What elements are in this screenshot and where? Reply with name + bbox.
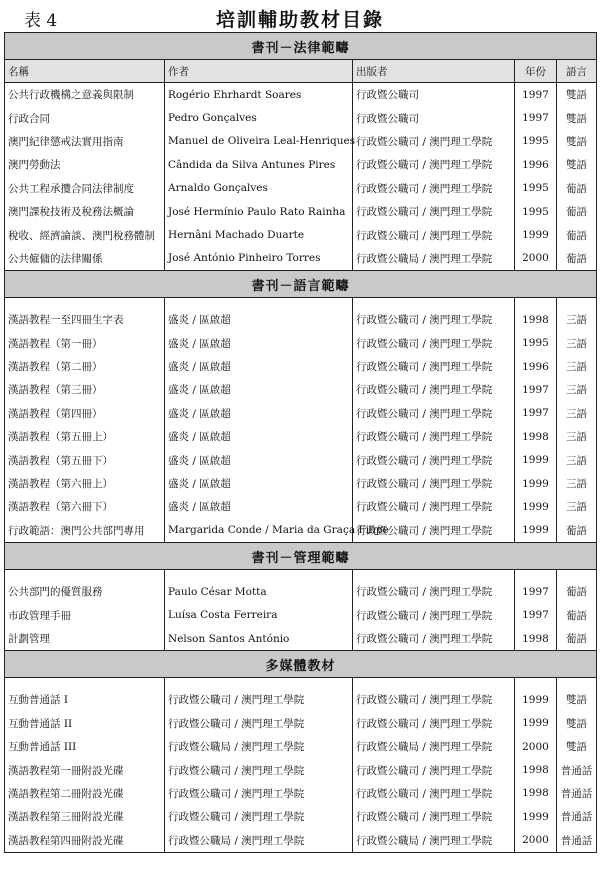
cell-name: 漢語教程（第六冊上） — [5, 472, 165, 495]
cell-publisher: 行政暨公職局 / 澳門理工學院 — [353, 829, 515, 853]
table-row — [5, 519, 597, 543]
spacer-cell — [5, 298, 165, 309]
cell-publisher: 行政暨公職局 / 澳門理工學院 — [353, 247, 515, 271]
spacer-cell — [5, 678, 165, 689]
cell-year: 1999 — [515, 688, 557, 711]
cell-publisher: 行政暨公職司 / 澳門理工學院 — [353, 402, 515, 425]
cell-author: Pedro Gonçalves — [165, 106, 353, 129]
cell-author: 盛炎 / 區啟超 — [165, 402, 353, 425]
cell-name: 澳門勞動法 — [5, 153, 165, 176]
cell-year: 1999 — [515, 805, 557, 828]
cell-year: 1996 — [515, 355, 557, 378]
cell-author: 盛炎 / 區啟超 — [165, 448, 353, 471]
spacer-cell — [515, 570, 557, 581]
cell-name: 漢語教程一至四冊生字表 — [5, 308, 165, 331]
column-header-language: 語言 — [557, 60, 597, 83]
cell-language: 雙語 — [557, 83, 597, 107]
cell-name: 公共部門的優質服務 — [5, 580, 165, 603]
cell-name: 公共僱傭的法律關係 — [5, 247, 165, 271]
table-row — [5, 758, 597, 781]
cell-publisher: 行政暨公職司 / 澳門理工學院 — [353, 758, 515, 781]
cell-author: 行政暨公職局 / 澳門理工學院 — [165, 735, 353, 758]
cell-publisher: 行政暨公職司 / 澳門理工學院 — [353, 355, 515, 378]
table-row — [5, 472, 597, 495]
cell-author: 盛炎 / 區啟超 — [165, 308, 353, 331]
cell-language: 葡語 — [557, 519, 597, 543]
cell-author: Hernâni Machado Duarte — [165, 223, 353, 246]
column-header-year: 年份 — [515, 60, 557, 83]
spacer-cell — [353, 570, 515, 581]
cell-publisher: 行政暨公職司 / 澳門理工學院 — [353, 308, 515, 331]
cell-year: 1998 — [515, 627, 557, 651]
cell-name: 互動普通話 II — [5, 712, 165, 735]
cell-language: 葡語 — [557, 603, 597, 626]
cell-publisher: 行政暨公職司 / 澳門理工學院 — [353, 448, 515, 471]
cell-language: 三語 — [557, 495, 597, 518]
table-row — [5, 247, 597, 271]
table-row — [5, 425, 597, 448]
cell-author: 行政暨公職司 / 澳門理工學院 — [165, 782, 353, 805]
cell-publisher: 行政暨公職司 / 澳門理工學院 — [353, 425, 515, 448]
column-header-publisher: 出版者 — [353, 60, 515, 83]
cell-language: 葡語 — [557, 223, 597, 246]
cell-year: 1997 — [515, 580, 557, 603]
table-row — [5, 603, 597, 626]
cell-publisher: 行政暨公職司 / 澳門理工學院 — [353, 603, 515, 626]
cell-publisher: 行政暨公職司 / 澳門理工學院 — [353, 580, 515, 603]
cell-language: 三語 — [557, 472, 597, 495]
spacer-cell — [353, 678, 515, 689]
cell-language: 三語 — [557, 308, 597, 331]
cell-year: 2000 — [515, 735, 557, 758]
cell-publisher: 行政暨公職司 / 澳門理工學院 — [353, 495, 515, 518]
spacer-cell — [515, 298, 557, 309]
page-header — [0, 0, 600, 34]
cell-author: Cândida da Silva Antunes Pires — [165, 153, 353, 176]
cell-language: 雙語 — [557, 735, 597, 758]
cell-name: 計劃管理 — [5, 627, 165, 651]
cell-author: 盛炎 / 區啟超 — [165, 495, 353, 518]
table-row — [5, 130, 597, 153]
spacer-cell — [557, 678, 597, 689]
cell-author: 盛炎 / 區啟超 — [165, 378, 353, 401]
cell-language: 葡語 — [557, 200, 597, 223]
section-spacer — [5, 298, 597, 309]
section-header — [5, 651, 597, 678]
spacer-cell — [557, 298, 597, 309]
cell-author: José António Pinheiro Torres — [165, 247, 353, 271]
table-row — [5, 402, 597, 425]
cell-publisher: 行政暨公職司 / 澳門理工學院 — [353, 519, 515, 543]
column-header-name: 名稱 — [5, 60, 165, 83]
cell-publisher: 行政暨公職司 / 澳門理工學院 — [353, 223, 515, 246]
table-row — [5, 223, 597, 246]
cell-publisher: 行政暨公職局 / 澳門理工學院 — [353, 735, 515, 758]
table-row — [5, 308, 597, 331]
cell-language: 三語 — [557, 448, 597, 471]
table-row — [5, 200, 597, 223]
cell-name: 漢語教程第二冊附設光碟 — [5, 782, 165, 805]
cell-author: Margarida Conde / Maria da Graça Filipe — [165, 519, 353, 543]
page-title: 培訓輔助教材目錄 — [215, 9, 384, 31]
cell-language: 普通話 — [557, 782, 597, 805]
table-row — [5, 378, 597, 401]
cell-year: 1997 — [515, 603, 557, 626]
cell-name: 澳門課稅技術及稅務法概論 — [5, 200, 165, 223]
cell-language: 三語 — [557, 425, 597, 448]
cell-author: 盛炎 / 區啟超 — [165, 425, 353, 448]
table-row — [5, 735, 597, 758]
cell-language: 三語 — [557, 378, 597, 401]
column-header-row — [5, 60, 597, 83]
table-row — [5, 688, 597, 711]
cell-year: 1999 — [515, 495, 557, 518]
cell-language: 雙語 — [557, 153, 597, 176]
cell-author: Paulo César Motta — [165, 580, 353, 603]
cell-name: 漢語教程（第一冊） — [5, 332, 165, 355]
section-spacer — [5, 570, 597, 581]
cell-language: 葡語 — [557, 177, 597, 200]
cell-year: 1999 — [515, 472, 557, 495]
cell-publisher: 行政暨公職司 / 澳門理工學院 — [353, 782, 515, 805]
spacer-cell — [515, 678, 557, 689]
cell-year: 1997 — [515, 378, 557, 401]
cell-language: 雙語 — [557, 712, 597, 735]
cell-year: 1999 — [515, 223, 557, 246]
cell-year: 1995 — [515, 130, 557, 153]
column-header-author: 作者 — [165, 60, 353, 83]
table-row — [5, 712, 597, 735]
catalog-table — [4, 32, 597, 853]
cell-language: 普通話 — [557, 829, 597, 853]
section-header — [5, 271, 597, 298]
cell-year: 1997 — [515, 402, 557, 425]
cell-year: 1997 — [515, 106, 557, 129]
cell-name: 市政管理手冊 — [5, 603, 165, 626]
cell-publisher: 行政暨公職司 / 澳門理工學院 — [353, 130, 515, 153]
table-row — [5, 83, 597, 107]
cell-year: 1999 — [515, 712, 557, 735]
table-row — [5, 448, 597, 471]
cell-author: 行政暨公職司 / 澳門理工學院 — [165, 805, 353, 828]
cell-year: 2000 — [515, 247, 557, 271]
cell-language: 葡語 — [557, 580, 597, 603]
cell-name: 公共行政機構之意義與限制 — [5, 83, 165, 107]
cell-year: 1998 — [515, 758, 557, 781]
cell-name: 漢語教程（第二冊） — [5, 355, 165, 378]
cell-language: 三語 — [557, 332, 597, 355]
table-row — [5, 495, 597, 518]
cell-language: 普通話 — [557, 758, 597, 781]
catalog-table-body — [5, 33, 597, 853]
spacer-cell — [557, 570, 597, 581]
cell-year: 1997 — [515, 83, 557, 107]
cell-language: 雙語 — [557, 106, 597, 129]
cell-author: 行政暨公職司 / 澳門理工學院 — [165, 688, 353, 711]
cell-name: 漢語教程（第六冊下） — [5, 495, 165, 518]
spacer-cell — [5, 570, 165, 581]
cell-language: 葡語 — [557, 627, 597, 651]
cell-author: 盛炎 / 區啟超 — [165, 472, 353, 495]
cell-year: 2000 — [515, 829, 557, 853]
cell-year: 1999 — [515, 519, 557, 543]
cell-name: 漢語教程第一冊附設光碟 — [5, 758, 165, 781]
cell-language: 普通話 — [557, 805, 597, 828]
cell-name: 行政範語：澳門公共部門專用 — [5, 519, 165, 543]
cell-publisher: 行政暨公職司 / 澳門理工學院 — [353, 805, 515, 828]
cell-year: 1998 — [515, 308, 557, 331]
cell-publisher: 行政暨公職司 / 澳門理工學院 — [353, 177, 515, 200]
table-row — [5, 106, 597, 129]
table-label: 表 4 — [24, 11, 58, 31]
cell-author: Nelson Santos António — [165, 627, 353, 651]
cell-author: 行政暨公職司 / 澳門理工學院 — [165, 712, 353, 735]
cell-year: 1996 — [515, 153, 557, 176]
spacer-cell — [165, 570, 353, 581]
table-row — [5, 177, 597, 200]
cell-name: 漢語教程（第五冊下） — [5, 448, 165, 471]
section-header — [5, 33, 597, 60]
cell-name: 互動普通話 III — [5, 735, 165, 758]
cell-language: 雙語 — [557, 130, 597, 153]
cell-publisher: 行政暨公職司 — [353, 106, 515, 129]
table-row — [5, 782, 597, 805]
cell-year: 1998 — [515, 425, 557, 448]
cell-name: 漢語教程（第三冊） — [5, 378, 165, 401]
cell-name: 漢語教程（第四冊） — [5, 402, 165, 425]
section-title: 書刊－法律範疇 — [5, 33, 597, 60]
cell-name: 澳門紀律懲戒法實用指南 — [5, 130, 165, 153]
cell-publisher: 行政暨公職司 / 澳門理工學院 — [353, 200, 515, 223]
section-title: 書刊－語言範疇 — [5, 271, 597, 298]
cell-name: 漢語教程（第五冊上） — [5, 425, 165, 448]
section-title: 書刊－管理範疇 — [5, 543, 597, 570]
cell-author: 盛炎 / 區啟超 — [165, 332, 353, 355]
cell-author: Arnaldo Gonçalves — [165, 177, 353, 200]
cell-author: José Hermínio Paulo Rato Rainha — [165, 200, 353, 223]
section-title: 多媒體教材 — [5, 651, 597, 678]
cell-name: 漢語教程第四冊附設光碟 — [5, 829, 165, 853]
cell-publisher: 行政暨公職司 / 澳門理工學院 — [353, 688, 515, 711]
cell-year: 1999 — [515, 448, 557, 471]
cell-name: 行政合同 — [5, 106, 165, 129]
section-header — [5, 543, 597, 570]
spacer-cell — [353, 298, 515, 309]
cell-publisher: 行政暨公職司 — [353, 83, 515, 107]
cell-publisher: 行政暨公職司 / 澳門理工學院 — [353, 472, 515, 495]
cell-author: 行政暨公職局 / 澳門理工學院 — [165, 829, 353, 853]
table-row — [5, 153, 597, 176]
spacer-cell — [165, 298, 353, 309]
cell-author: 盛炎 / 區啟超 — [165, 355, 353, 378]
cell-name: 漢語教程第三冊附設光碟 — [5, 805, 165, 828]
cell-year: 1995 — [515, 200, 557, 223]
table-row — [5, 355, 597, 378]
cell-author: 行政暨公職司 / 澳門理工學院 — [165, 758, 353, 781]
cell-publisher: 行政暨公職司 / 澳門理工學院 — [353, 712, 515, 735]
spacer-cell — [165, 678, 353, 689]
cell-language: 三語 — [557, 355, 597, 378]
cell-language: 葡語 — [557, 247, 597, 271]
table-row — [5, 580, 597, 603]
cell-publisher: 行政暨公職司 / 澳門理工學院 — [353, 378, 515, 401]
cell-year: 1995 — [515, 332, 557, 355]
table-row — [5, 627, 597, 651]
cell-name: 稅收、經濟論談、澳門稅務體制 — [5, 223, 165, 246]
cell-author: Manuel de Oliveira Leal-Henriques — [165, 130, 353, 153]
cell-language: 三語 — [557, 402, 597, 425]
section-spacer — [5, 678, 597, 689]
cell-year: 1995 — [515, 177, 557, 200]
cell-name: 互動普通話 I — [5, 688, 165, 711]
table-row — [5, 805, 597, 828]
table-row — [5, 829, 597, 853]
cell-year: 1998 — [515, 782, 557, 805]
cell-publisher: 行政暨公職司 / 澳門理工學院 — [353, 332, 515, 355]
cell-publisher: 行政暨公職司 / 澳門理工學院 — [353, 627, 515, 651]
table-row — [5, 332, 597, 355]
cell-publisher: 行政暨公職司 / 澳門理工學院 — [353, 153, 515, 176]
cell-author: Rogério Ehrhardt Soares — [165, 83, 353, 107]
cell-author: Luísa Costa Ferreira — [165, 603, 353, 626]
cell-name: 公共工程承攬合同法律制度 — [5, 177, 165, 200]
cell-language: 雙語 — [557, 688, 597, 711]
